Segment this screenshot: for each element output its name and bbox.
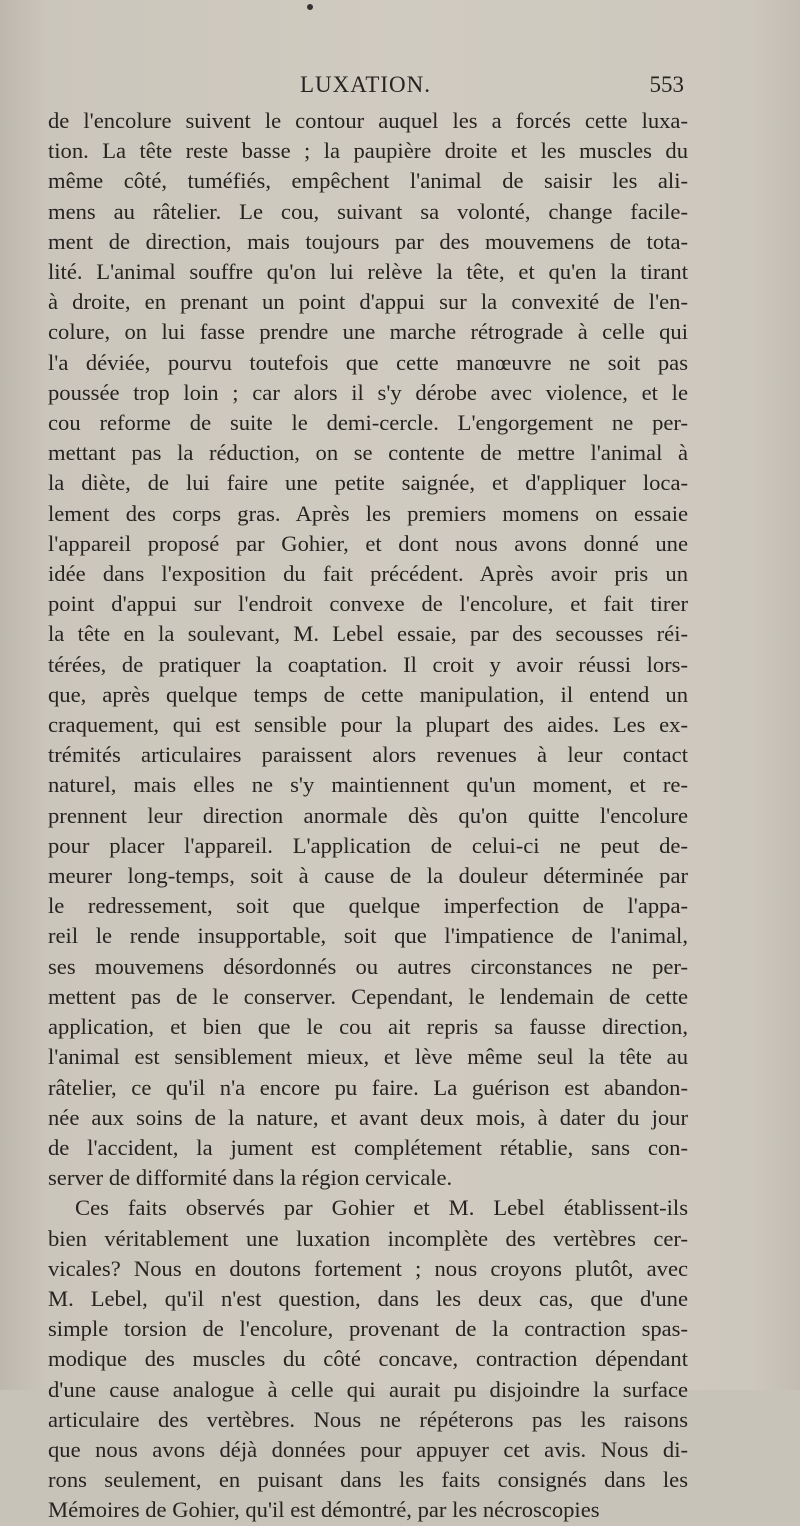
text-line: pour placer l'appareil. L'application de celui-ci ne peut de-	[48, 832, 688, 858]
text-line: tion. La tête reste basse ; la paupière droite et les muscles du	[48, 138, 688, 164]
text-line: articulaire des vertèbres. Nous ne répéterons pas les raisons	[48, 1406, 688, 1432]
text-line: meurer long-temps, soit à cause de la douleur déterminée par	[48, 863, 688, 889]
text-line: l'animal est sensiblement mieux, et lève même seul la tête au	[48, 1044, 688, 1070]
text-line: modique des muscles du côté concave, contraction dépendant	[48, 1346, 688, 1372]
text-line: même côté, tuméfiés, empêchent l'animal de saisir les ali-	[48, 168, 688, 194]
text-line: la tête en la soulevant, M. Lebel essaie, par des secousses réi-	[48, 621, 688, 647]
text-line: server de difformité dans la région cervicale.	[48, 1165, 453, 1191]
text-line: l'appareil proposé par Gohier, et dont nous avons donné une	[48, 530, 688, 556]
text-line: mettant pas la réduction, on se contente de mettre l'animal à	[48, 440, 688, 466]
text-line: que, après quelque temps de cette manipulation, il entend un	[48, 681, 688, 707]
page-number: 553	[649, 72, 684, 97]
text-line: reil le rende insupportable, soit que l'impatience de l'animal,	[48, 923, 688, 949]
text-line: de l'encolure suivent le contour auquel les a forcés cette luxa-	[48, 108, 688, 133]
text-line: colure, on lui fasse prendre une marche rétrograde à celle qui	[48, 319, 688, 345]
text-line: poussée trop loin ; car alors il s'y dérobe avec violence, et le	[48, 379, 688, 405]
text-line: ses mouvemens désordonnés ou autres circonstances ne per-	[48, 953, 688, 979]
text-line: la diète, de lui faire une petite saignée, et d'appliquer loca-	[48, 470, 688, 496]
text-line: point d'appui sur l'endroit convexe de l'encolure, et fait tirer	[48, 591, 688, 617]
text-line: Ces faits observés par Gohier et M. Lebel établissent-ils	[75, 1195, 688, 1221]
text-line: râtelier, ce qu'il n'a encore pu faire. La guérison est abandon-	[48, 1074, 688, 1100]
running-title: LUXATION.	[300, 72, 432, 97]
text-line: Mémoires de Gohier, qu'il est démontré, par les nécroscopies	[48, 1497, 600, 1523]
text-line: née aux soins de la nature, et avant deux mois, à dater du jour	[48, 1104, 688, 1130]
text-line: mens au râtelier. Le cou, suivant sa volonté, change facile-	[48, 198, 688, 224]
text-line: rons seulement, en puisant dans les faits consignés dans les	[48, 1467, 688, 1493]
text-line: lité. L'animal souffre qu'on lui relève la tête, et qu'en la tirant	[48, 259, 688, 285]
text-line: simple torsion de l'encolure, provenant de la contraction spas-	[48, 1316, 688, 1342]
text-line: cou reforme de suite le demi-cercle. L'engorgement ne per-	[48, 410, 688, 436]
text-line: vicales? Nous en doutons fortement ; nous croyons plutôt, avec	[48, 1255, 688, 1281]
page-header	[48, 72, 684, 102]
text-line: que nous avons déjà données pour appuyer cet avis. Nous di-	[48, 1436, 688, 1462]
text-line: à droite, en prenant un point d'appui sur la convexité de l'en-	[48, 289, 688, 315]
text-line: d'une cause analogue à celle qui aurait pu disjoindre la surface	[48, 1376, 688, 1402]
body-text	[48, 106, 688, 1526]
text-line: application, et bien que le cou ait repris sa fausse direction,	[48, 1014, 688, 1040]
text-line: idée dans l'exposition du fait précédent. Après avoir pris un	[48, 561, 688, 587]
text-line: térées, de pratiquer la coaptation. Il croit y avoir réussi lors-	[48, 651, 688, 677]
ink-spot	[307, 4, 313, 10]
text-line: le redressement, soit que quelque imperfection de l'appa-	[48, 893, 688, 919]
text-line: lement des corps gras. Après les premiers momens on essaie	[48, 500, 688, 526]
text-line: trémités articulaires paraissent alors revenues à leur contact	[48, 742, 688, 768]
text-line: de l'accident, la jument est complétement rétablie, sans con-	[48, 1134, 688, 1160]
text-line: ment de direction, mais toujours par des mouvemens de tota-	[48, 228, 688, 254]
text-line: prennent leur direction anormale dès qu'on quitte l'encolure	[48, 802, 688, 828]
text-line: bien véritablement une luxation incomplète des vertèbres cer-	[48, 1225, 688, 1251]
text-line: M. Lebel, qu'il n'est question, dans les deux cas, que d'une	[48, 1285, 688, 1311]
text-line: l'a déviée, pourvu toutefois que cette manœuvre ne soit pas	[48, 349, 688, 375]
text-line: naturel, mais elles ne s'y maintiennent qu'un moment, et re-	[48, 772, 688, 798]
text-line: mettent pas de le conserver. Cependant, le lendemain de cette	[48, 983, 688, 1009]
text-line: craquement, qui est sensible pour la plupart des aides. Les ex-	[48, 712, 688, 738]
